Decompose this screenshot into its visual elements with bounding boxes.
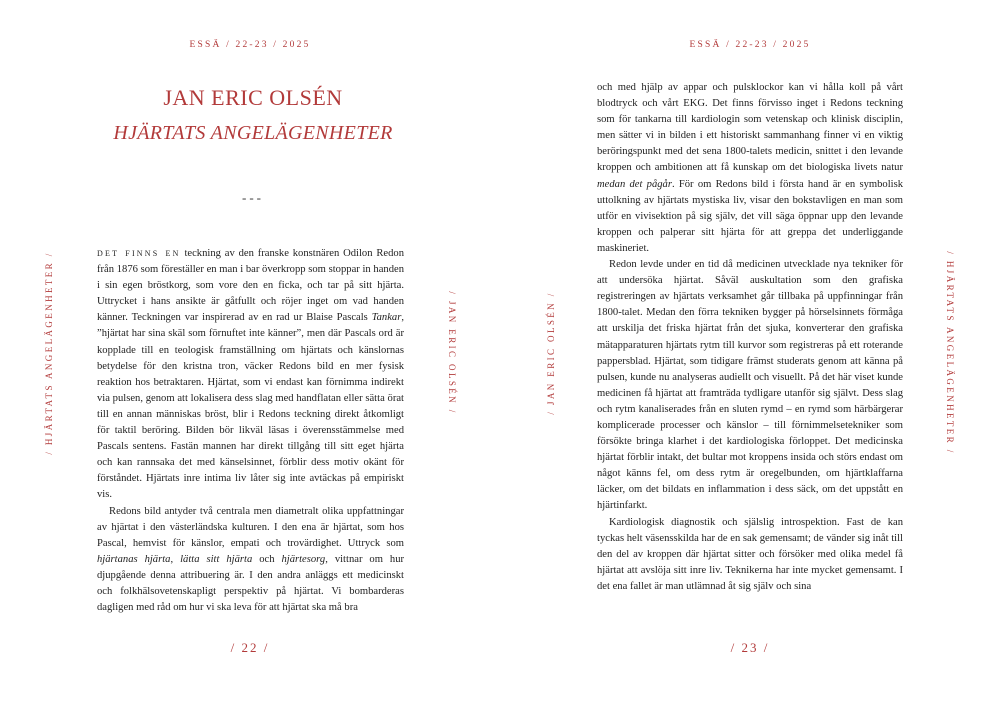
side-label-text: / JAN ERIC OLSÉN / (447, 291, 457, 415)
left-body-text (97, 245, 404, 616)
side-label-text: / HJÄRTATS ANGELÄGENHETER / (44, 251, 54, 455)
italic-phrase: hjärtanas hjärta (97, 553, 171, 565)
body-paragraph: Redons bild antyder två centrala men diametralt olika uppfattningar av hjärtat i den västerländska kulturen. I den ena är hjärtat, som hos Pascal, hemvist för känslor, empati och trovärdighet. Uttryck som hjärtanas hjärta, lätta sitt hjärta och hjärtesorg, vittnar om hur djupgående denna attribuering är. I den andra anläggs ett medicinskt och folkhälsovetenskapligt perspektiv på hjärtat. Vi bombarderas dagligen med råd om hur vi ska leva för att hjärtat ska må bra (97, 505, 405, 614)
running-head-left: ESSÄ / 22-23 / 2025 (189, 40, 311, 50)
section-divider: --- (242, 190, 264, 205)
side-label-text: / JAN ERIC OLSÉN / (546, 291, 556, 415)
body-paragraph: och med hjälp av appar och pulsklockor kan vi hålla koll på vårt blodtryck och vårt EKG. Det finns förvisso inget i Redons teckning som för tankarna till kardiologin som vetenskap och klinisk disciplin, men sätter vi in bilden i ett historiskt sammanhang finner vi en viktig beröringspunkt med det sena 1800-talets medicin, snittet i den levande kroppen och ambitionen att få kunskap om det biologiska livets natur medan det pågår. För om Redons bild i första hand är en symbolisk uttolkning av hjärtats mystiska liv, visar den bokstavligen en man som utför en vivisektion på sig själv, det vill säga öppnar upp den levande kroppen och palperar sitt hjärta för att greppa det underliggande maskineriet. (597, 82, 904, 254)
essay-title: HJÄRTATS ANGELÄGENHETER (113, 122, 393, 144)
page-number-left: / 22 / (230, 640, 270, 655)
italic-phrase: lätta sitt hjärta (180, 553, 253, 565)
body-paragraph: det finns en teckning av den franske konstnären Odilon Redon från 1876 som föreställer en man i bar överkropp som stoppar in handen i sin egen bröstkorg, som vore den en ficka, och tar på sitt hjärta. Uttrycket i hans ansikte är gåtfullt och röjer inget om vad handen känner. Teckningen var inspirerad av en rad ur Blaise Pascals Tankar, ”hjärtat har sina skäl som förnuftet inte känner”, men där Pascals ord är kopplade till en teologisk framställning om hjärtats och känslornas betydelse för den kristna tron, väcker Redons bild en mer fysisk reaktion hos betraktaren. Hjärtat, som vi endast kan förnimma indirekt via pulsen, genom att lokalisera dess slag med handflatan eller sätta örat till en annan människas bröst, blir i Redons teckning direkt åtkomligt för taktil beröring. Bilden bör likväl läsas i överensstämmelse med Pascals sentens. Fastän mannen har direkt tillgång till sitt eget hjärta och kan rannsaka det med känselsinnet, förblir dess motiv okänt för förståndet. Hjärtats inre intima liv låter sig inte avtäckas på empiriskt vis. (97, 247, 405, 501)
right-page (500, 0, 1000, 705)
author-name: JAN ERIC OLSÉN (163, 85, 343, 110)
italic-phrase: Tankar (371, 312, 402, 324)
italic-phrase: medan det pågår (597, 178, 672, 190)
body-paragraph: Kardiologisk diagnostik och själslig introspektion. Fast de kan tyckas helt väsensskilda har de en sak gemensamt; de vänder sig inåt till den del av kroppen där hjärtat sitter och försöker med olika medel få hjärtat att avslöja sitt inre liv. Teknikerna har inte mycket gemensamt. I det ena fallet är man utlämnad åt sig själv och sina (597, 516, 903, 592)
lead-in-smallcaps: det finns en (97, 247, 181, 259)
italic-phrase: hjärtesorg (281, 553, 326, 565)
body-paragraph: Redon levde under en tid då medicinen utvecklade nya tekniker för att undersöka hjärtat. Såväl auskultation som den grafiska registreringen av hjärtats verksamhet går tillbaka på uppfinningar från 1800-talet. Medan den förra tekniken bygger på hörselsinnets förmåga att urskilja det friska hjärtat från det sjuka, konverterar den grafiska mätapparaturen hjärtats rytm till kurvor som registreras på ett roterande pappersblad. Hjärtat, som tidigare främst studerats genom att känna på pulsen, kunde nu analyseras audiellt och visuellt. På det här viset kunde medicinen få hjärtat att framträda tydligare utanför sig självt. Dess slag och rytm kanaliserades från en sluten rymd – en rymd som härbärgerar komplicerade processer och känslor – till förnimmelsetekniker som försökte bringa klarhet i det kardiologiska förloppet. Det medicinska hjärtat förblir intakt, det bultar mot kroppens insida och störs endast om något känns fel, om dess rytm är oregelbunden, om hjärtklaffarna läcker, om det bildats en inflammation i dess säck, om det uppstått en hjärtinfarkt. (597, 259, 903, 512)
side-label-text: / HJÄRTATS ANGELÄGENHETER / (945, 251, 955, 455)
running-head-right: ESSÄ / 22-23 / 2025 (689, 40, 811, 50)
page-number-right: / 23 / (730, 640, 770, 655)
right-body-text (597, 80, 903, 595)
